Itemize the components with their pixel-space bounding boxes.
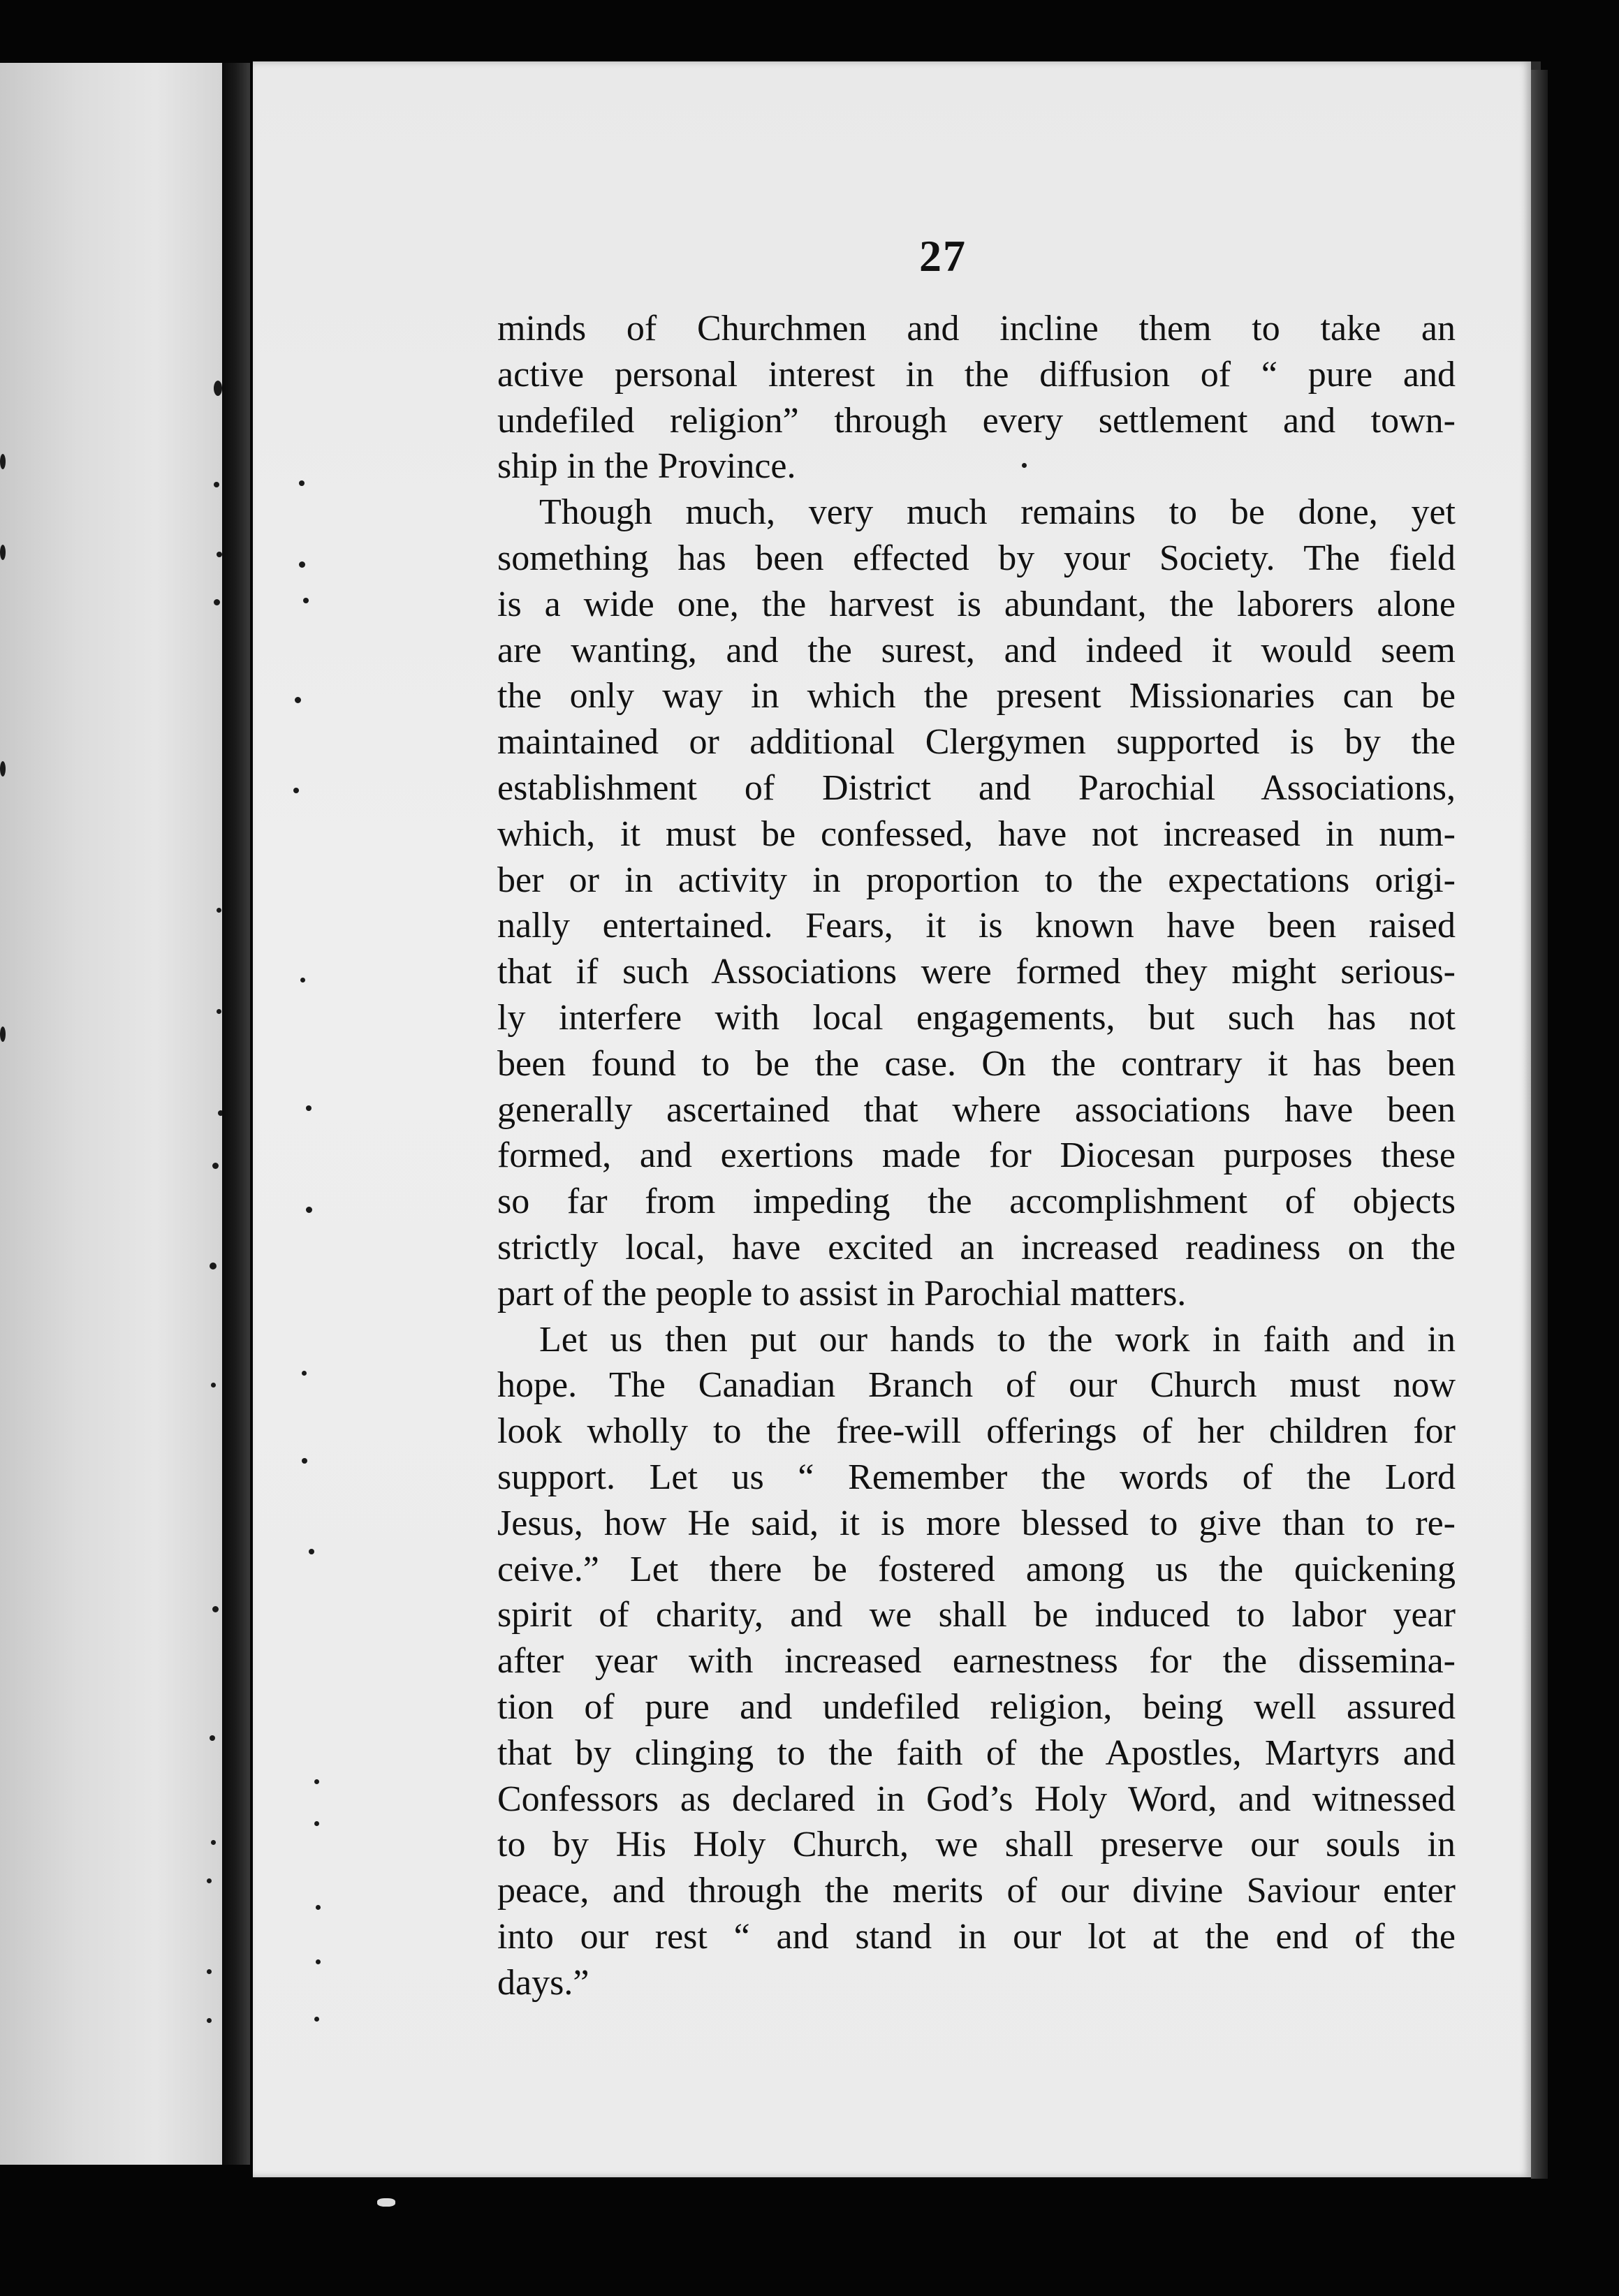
ink-speck: [217, 1009, 221, 1014]
ink-speck: [0, 761, 6, 777]
text-line: peace, and through the merits of our divine Saviour enter: [497, 1871, 1456, 1911]
ink-speck: [299, 561, 305, 568]
text-line: ber or in activity in proportion to the expectations origi-: [497, 860, 1456, 900]
text-line: Though much, very much remains to be done, yet: [539, 492, 1456, 533]
ink-speck: [314, 2017, 319, 2022]
text-line: that by clinging to the faith of the Apostles, Martyrs and: [497, 1732, 1456, 1773]
text-line: maintained or additional Clergymen supported is by the: [497, 722, 1456, 763]
ink-speck: [309, 1549, 314, 1554]
text-line: ceive.” Let there be fostered among us the quickening: [497, 1549, 1456, 1589]
text-line: something has been effected by your Society. The field: [497, 538, 1456, 578]
ink-speck: [0, 1026, 6, 1042]
book-gutter: [222, 63, 250, 2165]
page-body-text: [497, 306, 1456, 2006]
text-line: look wholly to the free-will offerings of her children for: [497, 1411, 1456, 1452]
ink-speck: [295, 697, 301, 703]
ink-speck: [316, 1905, 321, 1910]
text-line: hope. The Canadian Branch of our Church must now: [497, 1365, 1456, 1406]
text-line: Confessors as declared in God’s Holy Word, and witnessed: [497, 1779, 1456, 1819]
text-line: establishment of District and Parochial Associations,: [497, 767, 1456, 808]
text-line: strictly local, have excited an increased readiness on the: [497, 1227, 1456, 1267]
text-line: so far from impeding the accomplishment of objects: [497, 1182, 1456, 1222]
ink-speck: [306, 1105, 312, 1111]
text-line: active personal interest in the diffusion of “ pure and: [497, 354, 1456, 395]
ink-speck: [214, 381, 222, 396]
text-line: ly interfere with local engagements, but such has not: [497, 997, 1456, 1038]
text-line: minds of Churchmen and incline them to take an: [497, 309, 1456, 348]
ink-speck: [211, 1383, 216, 1388]
ink-speck: [212, 1163, 219, 1169]
text-line: been found to be the case. On the contrary it has been: [497, 1043, 1456, 1084]
page-edge-shadow: [1531, 70, 1548, 2179]
ink-speck: [300, 978, 305, 983]
text-line: ship in the Province.: [497, 446, 796, 487]
ink-speck: [314, 1779, 319, 1784]
ink-speck: [214, 482, 219, 487]
ink-speck: [207, 1969, 212, 1974]
ink-speck: [214, 599, 220, 605]
ink-speck: [314, 1821, 319, 1826]
previous-page-edge: [0, 63, 222, 2165]
text-line: Jesus, how He said, it is more blessed to give than to re-: [497, 1503, 1456, 1543]
ink-speck: [210, 1263, 217, 1270]
text-line: is a wide one, the harvest is abundant, the laborers alone: [497, 584, 1456, 624]
ink-speck: [316, 1959, 321, 1964]
page-number: 27: [919, 231, 967, 281]
ink-speck: [302, 1458, 307, 1464]
text-line: are wanting, and the surest, and indeed it would seem: [497, 630, 1456, 670]
ink-speck: [210, 1735, 215, 1741]
text-line: to by His Holy Church, we shall preserve our souls in: [497, 1825, 1456, 1865]
text-line: tion of pure and undefiled religion, being well assured: [497, 1686, 1456, 1727]
ink-speck: [303, 598, 309, 603]
ink-speck: [211, 1840, 216, 1845]
ink-speck: [302, 1371, 307, 1376]
text-line: support. Let us “ Remember the words of the Lord: [497, 1457, 1456, 1497]
text-line: generally ascertained that where associations have been: [497, 1089, 1456, 1130]
text-line: which, it must be confessed, have not increased in num-: [497, 814, 1456, 854]
ink-speck: [212, 1606, 219, 1612]
ink-speck: [293, 788, 299, 793]
text-line: part of the people to assist in Parochial matters.: [497, 1273, 1187, 1313]
ink-speck: [217, 552, 222, 557]
text-line: Let us then put our hands to the work in faith and in: [539, 1319, 1456, 1360]
text-line: into our rest “ and stand in our lot at the end of the: [497, 1916, 1456, 1957]
ink-speck: [217, 908, 221, 913]
text-line: days.”: [497, 1962, 589, 2003]
text-line: spirit of charity, and we shall be induced to labor year: [497, 1595, 1456, 1635]
ink-speck: [0, 454, 6, 469]
text-line: the only way in which the present Missionaries can be: [497, 676, 1456, 716]
text-line: that if such Associations were formed they might serious-: [497, 952, 1456, 992]
scan-artifact: [377, 2198, 395, 2207]
ink-speck: [299, 480, 305, 486]
ink-speck: [0, 545, 6, 560]
text-line: after year with increased earnestness for the dissemina-: [497, 1641, 1456, 1681]
text-line: undefiled religion” through every settlement and town-: [497, 400, 1456, 441]
text-line: formed, and exertions made for Diocesan purposes these: [497, 1135, 1456, 1176]
text-line: nally entertained. Fears, it is known have been raised: [497, 906, 1456, 946]
ink-speck: [306, 1207, 312, 1213]
ink-speck: [207, 1878, 212, 1883]
ink-speck: [207, 2018, 212, 2023]
